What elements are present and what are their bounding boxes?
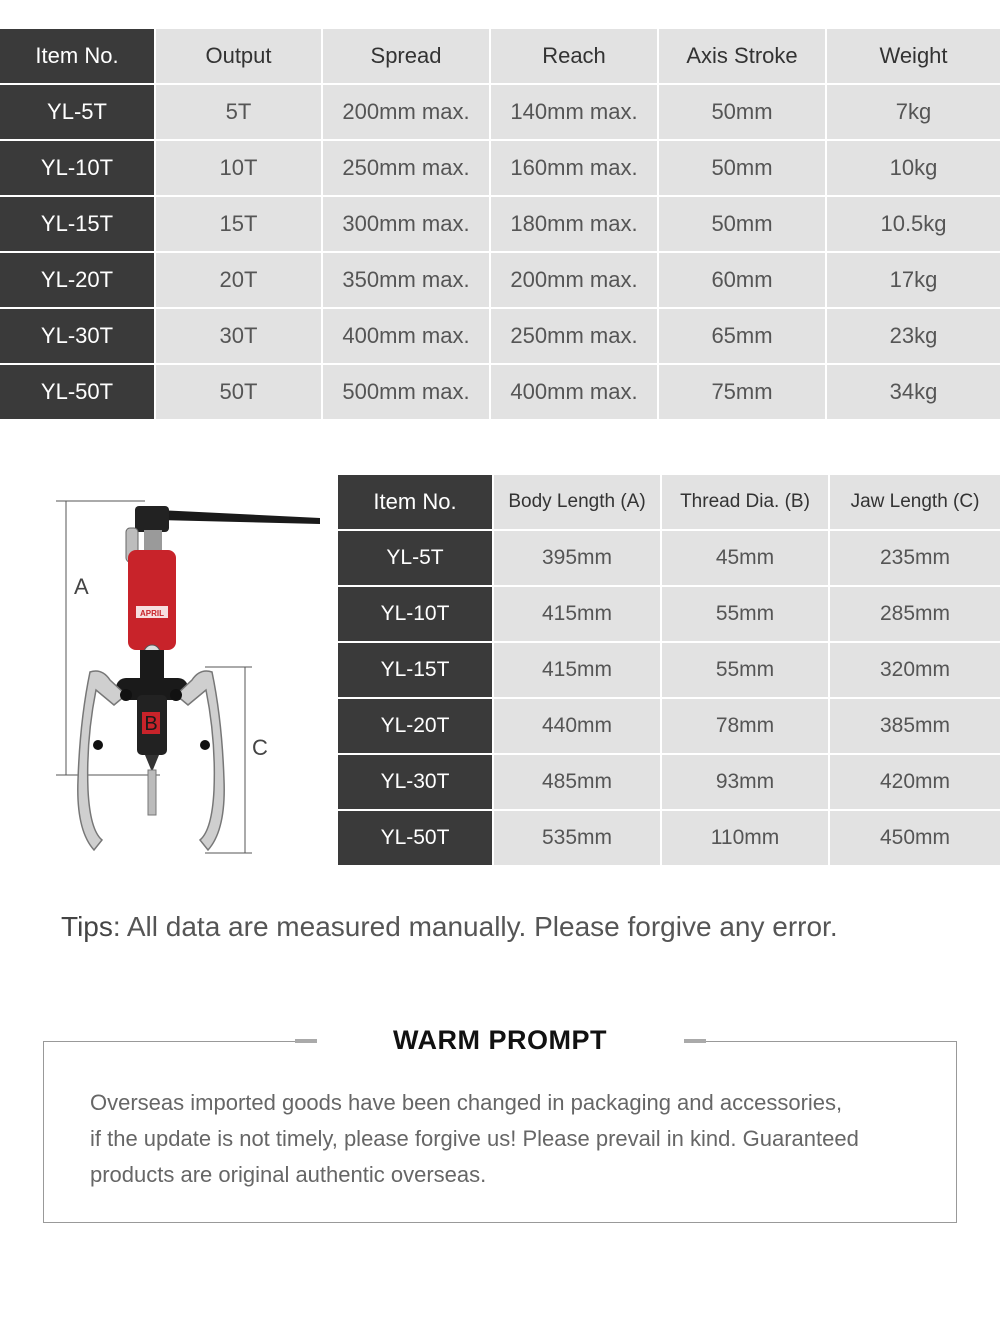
table-row: [0, 141, 1000, 195]
spec-cell-output: 20T: [156, 253, 321, 307]
left-jaw-pin: [120, 689, 132, 701]
warm-prompt-line: products are original authentic overseas.: [90, 1162, 487, 1187]
spec-cell-axis-stroke: 60mm: [659, 253, 825, 307]
table-row: [338, 811, 1000, 865]
dim-cell-body-length: 440mm: [494, 699, 660, 753]
spec-header-reach: Reach: [491, 29, 657, 83]
dim-cell-body-length: 415mm: [494, 587, 660, 641]
spec-cell-item: YL-5T: [0, 85, 154, 139]
spec-cell-spread: 400mm max.: [323, 309, 489, 363]
spec-cell-item: YL-50T: [0, 365, 154, 419]
dim-cell-thread-dia: 110mm: [662, 811, 828, 865]
spec-cell-spread: 500mm max.: [323, 365, 489, 419]
spec-cell-axis-stroke: 50mm: [659, 85, 825, 139]
left-jaw: [78, 671, 126, 850]
dim-cell-item: YL-20T: [338, 699, 492, 753]
dim-cell-thread-dia: 78mm: [662, 699, 828, 753]
top-cap: [144, 530, 162, 552]
warm-prompt-title: WARM PROMPT: [393, 1025, 607, 1055]
spec-cell-output: 5T: [156, 85, 321, 139]
brand-mark: APRIL: [140, 609, 164, 618]
table-row: [0, 253, 1000, 307]
handle-socket: [135, 506, 169, 532]
spec-cell-output: 10T: [156, 141, 321, 195]
dim-cell-jaw-length: 385mm: [830, 699, 1000, 753]
dim-cell-jaw-length: 450mm: [830, 811, 1000, 865]
tips-note: [61, 911, 838, 943]
dim-cell-thread-dia: 93mm: [662, 755, 828, 809]
spec-cell-weight: 10.5kg: [827, 197, 1000, 251]
spec-table: [0, 27, 1000, 421]
dim-cell-jaw-length: 285mm: [830, 587, 1000, 641]
table-row: [0, 365, 1000, 419]
dim-cell-body-length: 415mm: [494, 643, 660, 697]
dim-cell-item: YL-50T: [338, 811, 492, 865]
dim-cell-thread-dia: 45mm: [662, 531, 828, 585]
dim-cell-body-length: 485mm: [494, 755, 660, 809]
dim-cell-jaw-length: 420mm: [830, 755, 1000, 809]
spec-cell-reach: 200mm max.: [491, 253, 657, 307]
spec-cell-axis-stroke: 50mm: [659, 141, 825, 195]
spec-cell-reach: 180mm max.: [491, 197, 657, 251]
spec-cell-weight: 34kg: [827, 365, 1000, 419]
spec-header-item-no: Item No.: [0, 29, 154, 83]
dim-header-thread-dia: Thread Dia. (B): [662, 475, 828, 529]
table-row: [338, 587, 1000, 641]
spec-cell-reach: 140mm max.: [491, 85, 657, 139]
tips-text: : All data are measured manually. Please forgive any error.: [112, 911, 838, 942]
dim-cell-item: YL-10T: [338, 587, 492, 641]
dim-cell-thread-dia: 55mm: [662, 587, 828, 641]
spec-header-spread: Spread: [323, 29, 489, 83]
dim-header-item-no: Item No.: [338, 475, 492, 529]
spec-cell-spread: 350mm max.: [323, 253, 489, 307]
spec-cell-axis-stroke: 50mm: [659, 197, 825, 251]
spec-cell-weight: 10kg: [827, 141, 1000, 195]
spec-cell-output: 30T: [156, 309, 321, 363]
spec-header-row: [0, 29, 1000, 83]
hydraulic-puller-illustration: [40, 490, 330, 870]
dimension-table: [336, 473, 1000, 867]
spec-header-output: Output: [156, 29, 321, 83]
ram-tip: [145, 755, 159, 772]
table-row: [0, 197, 1000, 251]
dim-cell-body-length: 535mm: [494, 811, 660, 865]
table-row: [338, 643, 1000, 697]
ram-extension: [148, 770, 156, 815]
spec-cell-axis-stroke: 75mm: [659, 365, 825, 419]
warm-prompt-body: [90, 1085, 950, 1193]
right-jaw: [176, 671, 224, 850]
spec-cell-weight: 23kg: [827, 309, 1000, 363]
warm-prompt-line: if the update is not timely, please forgive us! Please prevail in kind. Guaranteed: [90, 1126, 859, 1151]
dim-header-body-length: Body Length (A): [494, 475, 660, 529]
table-row: [338, 699, 1000, 753]
dimension-label-c: C: [252, 735, 268, 760]
cylinder-body: [128, 550, 176, 650]
spec-cell-item: YL-10T: [0, 141, 154, 195]
hydraulic-puller-figure: [40, 490, 330, 870]
dim-cell-thread-dia: 55mm: [662, 643, 828, 697]
spec-cell-item: YL-15T: [0, 197, 154, 251]
spec-cell-reach: 400mm max.: [491, 365, 657, 419]
table-row: [338, 531, 1000, 585]
spec-header-weight: Weight: [827, 29, 1000, 83]
dim-cell-item: YL-5T: [338, 531, 492, 585]
spec-cell-axis-stroke: 65mm: [659, 309, 825, 363]
table-row: [338, 755, 1000, 809]
dim-cell-jaw-length: 320mm: [830, 643, 1000, 697]
spec-cell-reach: 250mm max.: [491, 309, 657, 363]
spec-header-axis-stroke: Axis Stroke: [659, 29, 825, 83]
dimension-header-row: [338, 475, 1000, 529]
spec-cell-output: 50T: [156, 365, 321, 419]
spec-cell-item: YL-20T: [0, 253, 154, 307]
spec-cell-reach: 160mm max.: [491, 141, 657, 195]
table-row: [0, 85, 1000, 139]
pump-handle: [158, 510, 320, 524]
spec-cell-spread: 250mm max.: [323, 141, 489, 195]
spec-cell-weight: 17kg: [827, 253, 1000, 307]
spec-cell-spread: 200mm max.: [323, 85, 489, 139]
warm-prompt-line: Overseas imported goods have been changed in packaging and accessories,: [90, 1090, 843, 1115]
spec-cell-weight: 7kg: [827, 85, 1000, 139]
dimension-label-a: A: [74, 574, 89, 599]
dim-cell-jaw-length: 235mm: [830, 531, 1000, 585]
dim-cell-body-length: 395mm: [494, 531, 660, 585]
right-jaw-pin: [170, 689, 182, 701]
dimension-label-b: B: [144, 713, 158, 735]
dim-header-jaw-length: Jaw Length (C): [830, 475, 1000, 529]
spec-cell-spread: 300mm max.: [323, 197, 489, 251]
dim-cell-item: YL-15T: [338, 643, 492, 697]
table-row: [0, 309, 1000, 363]
tips-label: Tips: [61, 911, 113, 942]
dim-cell-item: YL-30T: [338, 755, 492, 809]
spec-cell-output: 15T: [156, 197, 321, 251]
spec-cell-item: YL-30T: [0, 309, 154, 363]
